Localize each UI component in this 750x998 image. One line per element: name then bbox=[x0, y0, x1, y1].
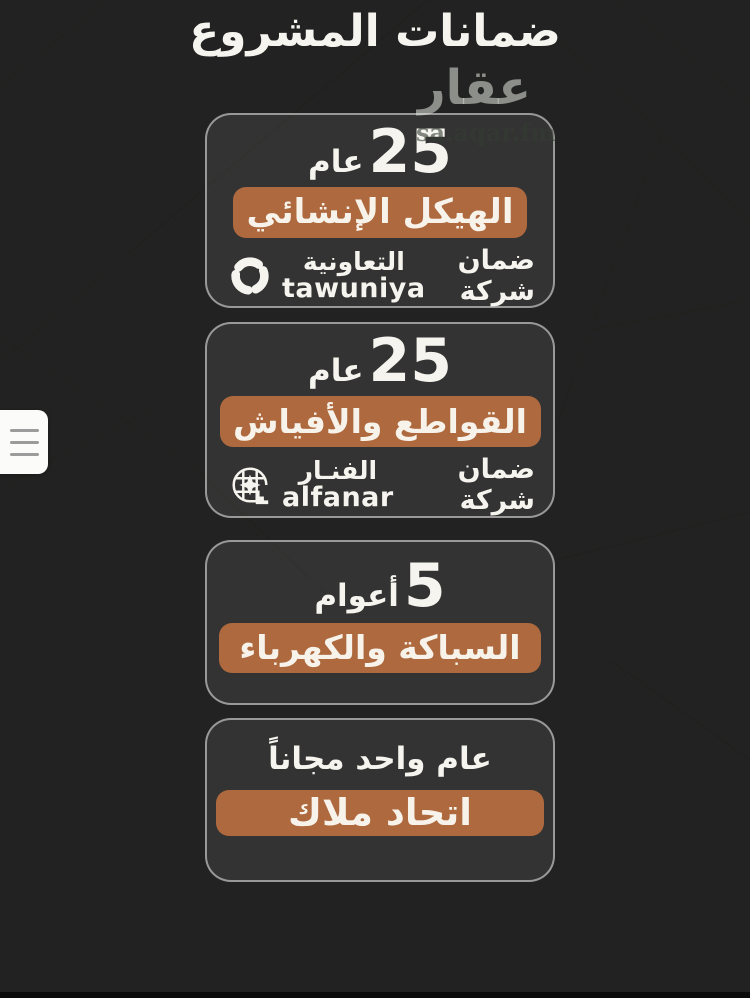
alfanar-grid-star-logo-icon bbox=[227, 462, 273, 508]
duration-number: 25 bbox=[368, 326, 453, 396]
guarantee-label-badge: الهيكل الإنشائي bbox=[233, 187, 527, 238]
bottom-black-bar bbox=[0, 992, 750, 998]
brand-names bbox=[282, 249, 426, 302]
guarantee-label-badge: اتحاد ملاك bbox=[216, 790, 544, 836]
brand-name-arabic: التعاونية bbox=[302, 247, 405, 277]
brand-name-latin: alfanar bbox=[282, 481, 394, 513]
brand-alfanar bbox=[227, 458, 394, 511]
guarantee-cards-list bbox=[205, 113, 555, 882]
hamburger-menu-icon bbox=[10, 429, 39, 456]
guarantee-prefix-text: ضمان شركة bbox=[457, 454, 535, 516]
duration-number: 25 bbox=[368, 117, 453, 187]
duration-unit: أعوام bbox=[314, 578, 399, 614]
guarantee-card-breakers bbox=[205, 322, 555, 518]
duration-unit: عام bbox=[307, 353, 364, 389]
tawuniya-circle-logo-icon bbox=[227, 253, 273, 299]
guarantee-card-owners-union bbox=[205, 718, 555, 882]
side-menu-tab[interactable] bbox=[0, 410, 48, 474]
duration-row bbox=[207, 324, 553, 396]
brand-row bbox=[207, 454, 553, 516]
aqar-watermark-logo: عقار bbox=[418, 60, 531, 116]
free-year-text: عام واحد مجاناً bbox=[268, 741, 492, 777]
brand-row bbox=[207, 245, 553, 307]
guarantee-label-badge: السباكة والكهرباء bbox=[219, 623, 541, 673]
duration-number: 5 bbox=[403, 551, 446, 621]
brand-names bbox=[282, 458, 394, 511]
guarantee-prefix-text: ضمان شركة bbox=[457, 245, 535, 307]
brand-name-latin: tawuniya bbox=[282, 272, 426, 304]
aqar-watermark-url: sa.aqar.fm bbox=[416, 118, 556, 147]
brand-tawuniya bbox=[227, 249, 426, 302]
page-title: ضمانات المشروع bbox=[189, 6, 561, 57]
duration-row bbox=[207, 542, 553, 621]
duration-unit: عام bbox=[307, 144, 364, 180]
brand-name-arabic: الفنـار bbox=[298, 456, 378, 486]
guarantee-card-plumbing-electric bbox=[205, 540, 555, 705]
guarantee-label-badge: القواطع والأفياش bbox=[220, 396, 541, 447]
